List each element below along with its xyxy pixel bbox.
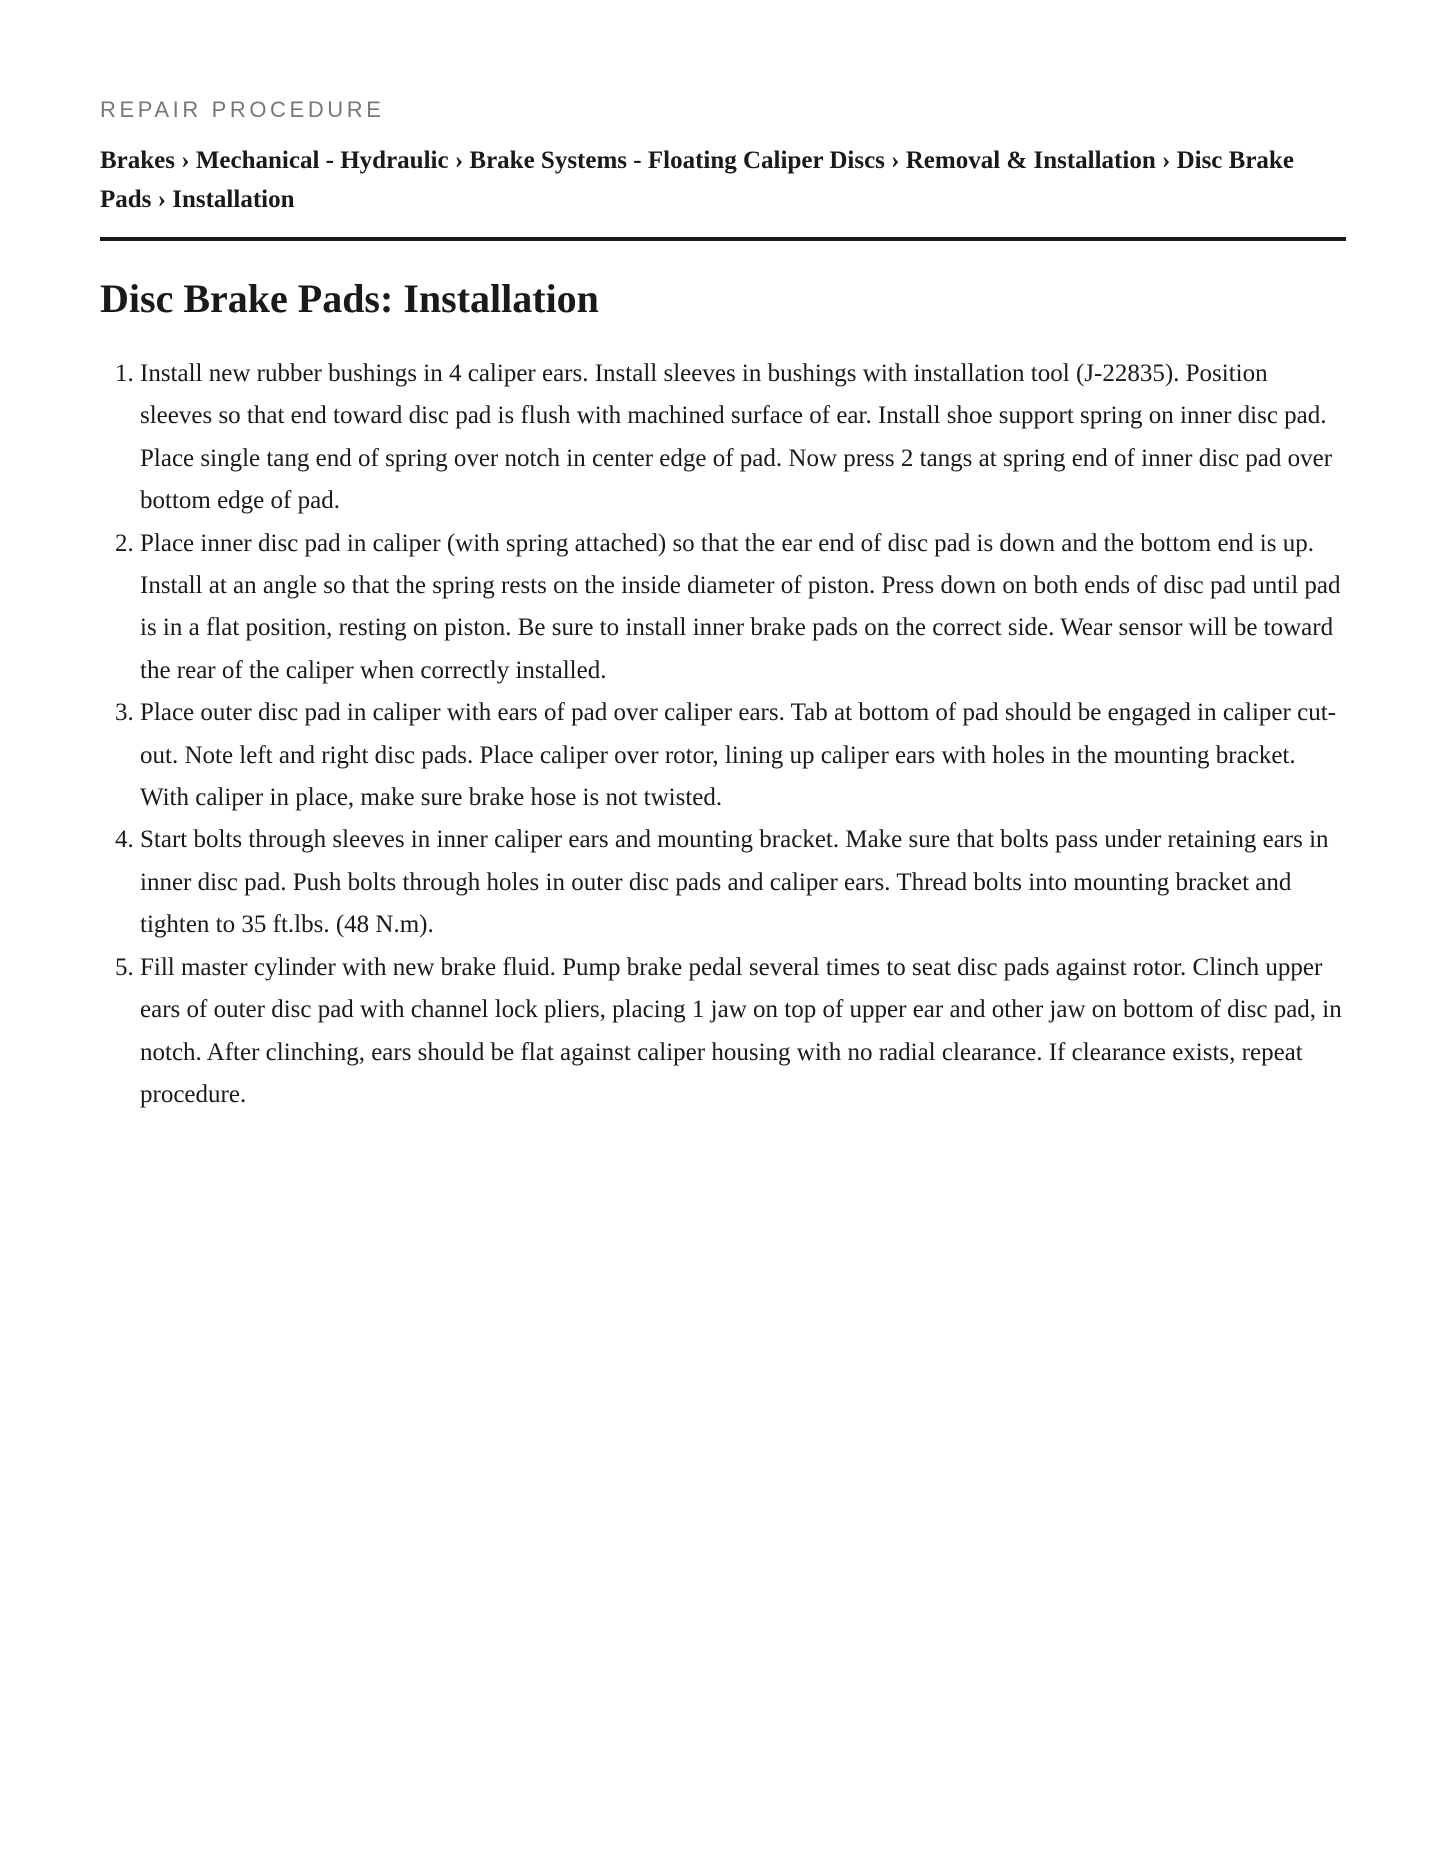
breadcrumb-separator: › xyxy=(157,186,173,213)
procedure-step: 3. Place outer disc pad in caliper with ears of pad over caliper ears. Tab at bottom of pad should be engaged in caliper cut-out. Note left and right disc pads. Place caliper over rotor, lining up caliper ears with holes in the mounting bracket. With caliper in place, make sure brake hose is not twisted. xyxy=(140,692,1346,819)
breadcrumb-separator: › xyxy=(1161,147,1177,174)
breadcrumb xyxy=(100,141,1346,241)
breadcrumb-separator: › xyxy=(181,147,196,174)
document-page xyxy=(100,0,1346,1116)
procedure-step: 2. Place inner disc pad in caliper (with spring attached) so that the ear end of disc pad is down and the bottom end is up. Install at an angle so that the spring rests on the inside diameter of piston. Press down on both ends of disc pad until pad is in a flat position, resting on piston. Be sure to install inner brake pads on the correct side. Wear sensor will be toward the rear of the caliper when correctly installed. xyxy=(140,523,1346,693)
page-title: Disc Brake Pads: Installation xyxy=(100,276,599,321)
procedure-step: 5. Fill master cylinder with new brake fluid. Pump brake pedal several times to seat disc pads against rotor. Clinch upper ears of outer disc pad with channel lock pliers, placing 1 jaw on top of upper ear and other jaw on bottom of disc pad, in notch. After clinching, ears should be flat against caliper housing with no radial clearance. If clearance exists, repeat procedure. xyxy=(140,947,1346,1117)
section-eyebrow: REPAIR PROCEDURE xyxy=(100,97,385,122)
breadcrumb-item: Mechanical - Hydraulic xyxy=(195,147,449,174)
breadcrumb-separator: › xyxy=(454,147,470,174)
breadcrumb-item: Brakes xyxy=(100,147,175,174)
procedure-step: 4. Start bolts through sleeves in inner caliper ears and mounting bracket. Make sure that bolts pass under retaining ears in inner disc pad. Push bolts through holes in outer disc pads and caliper ears. Thread bolts into mounting bracket and tighten to 35 ft.lbs. (48 N.m). xyxy=(140,819,1346,946)
breadcrumb-separator: › xyxy=(891,147,906,174)
breadcrumb-item: Disc Brake Pads xyxy=(100,147,1294,213)
procedure-step: 1. Install new rubber bushings in 4 caliper ears. Install sleeves in bushings with installation tool (J-22835). Position sleeves so that end toward disc pad is flush with machined surface of ear. Install shoe support spring on inner disc pad. Place single tang end of spring over notch in center edge of pad. Now press 2 tangs at spring end of inner disc pad over bottom edge of pad. xyxy=(140,353,1346,523)
procedure-steps xyxy=(100,353,1346,1116)
breadcrumb-item: Installation xyxy=(172,186,295,213)
breadcrumb-item: Removal & Installation xyxy=(905,147,1156,174)
breadcrumb-item: Brake Systems - Floating Caliper Discs xyxy=(469,147,885,174)
